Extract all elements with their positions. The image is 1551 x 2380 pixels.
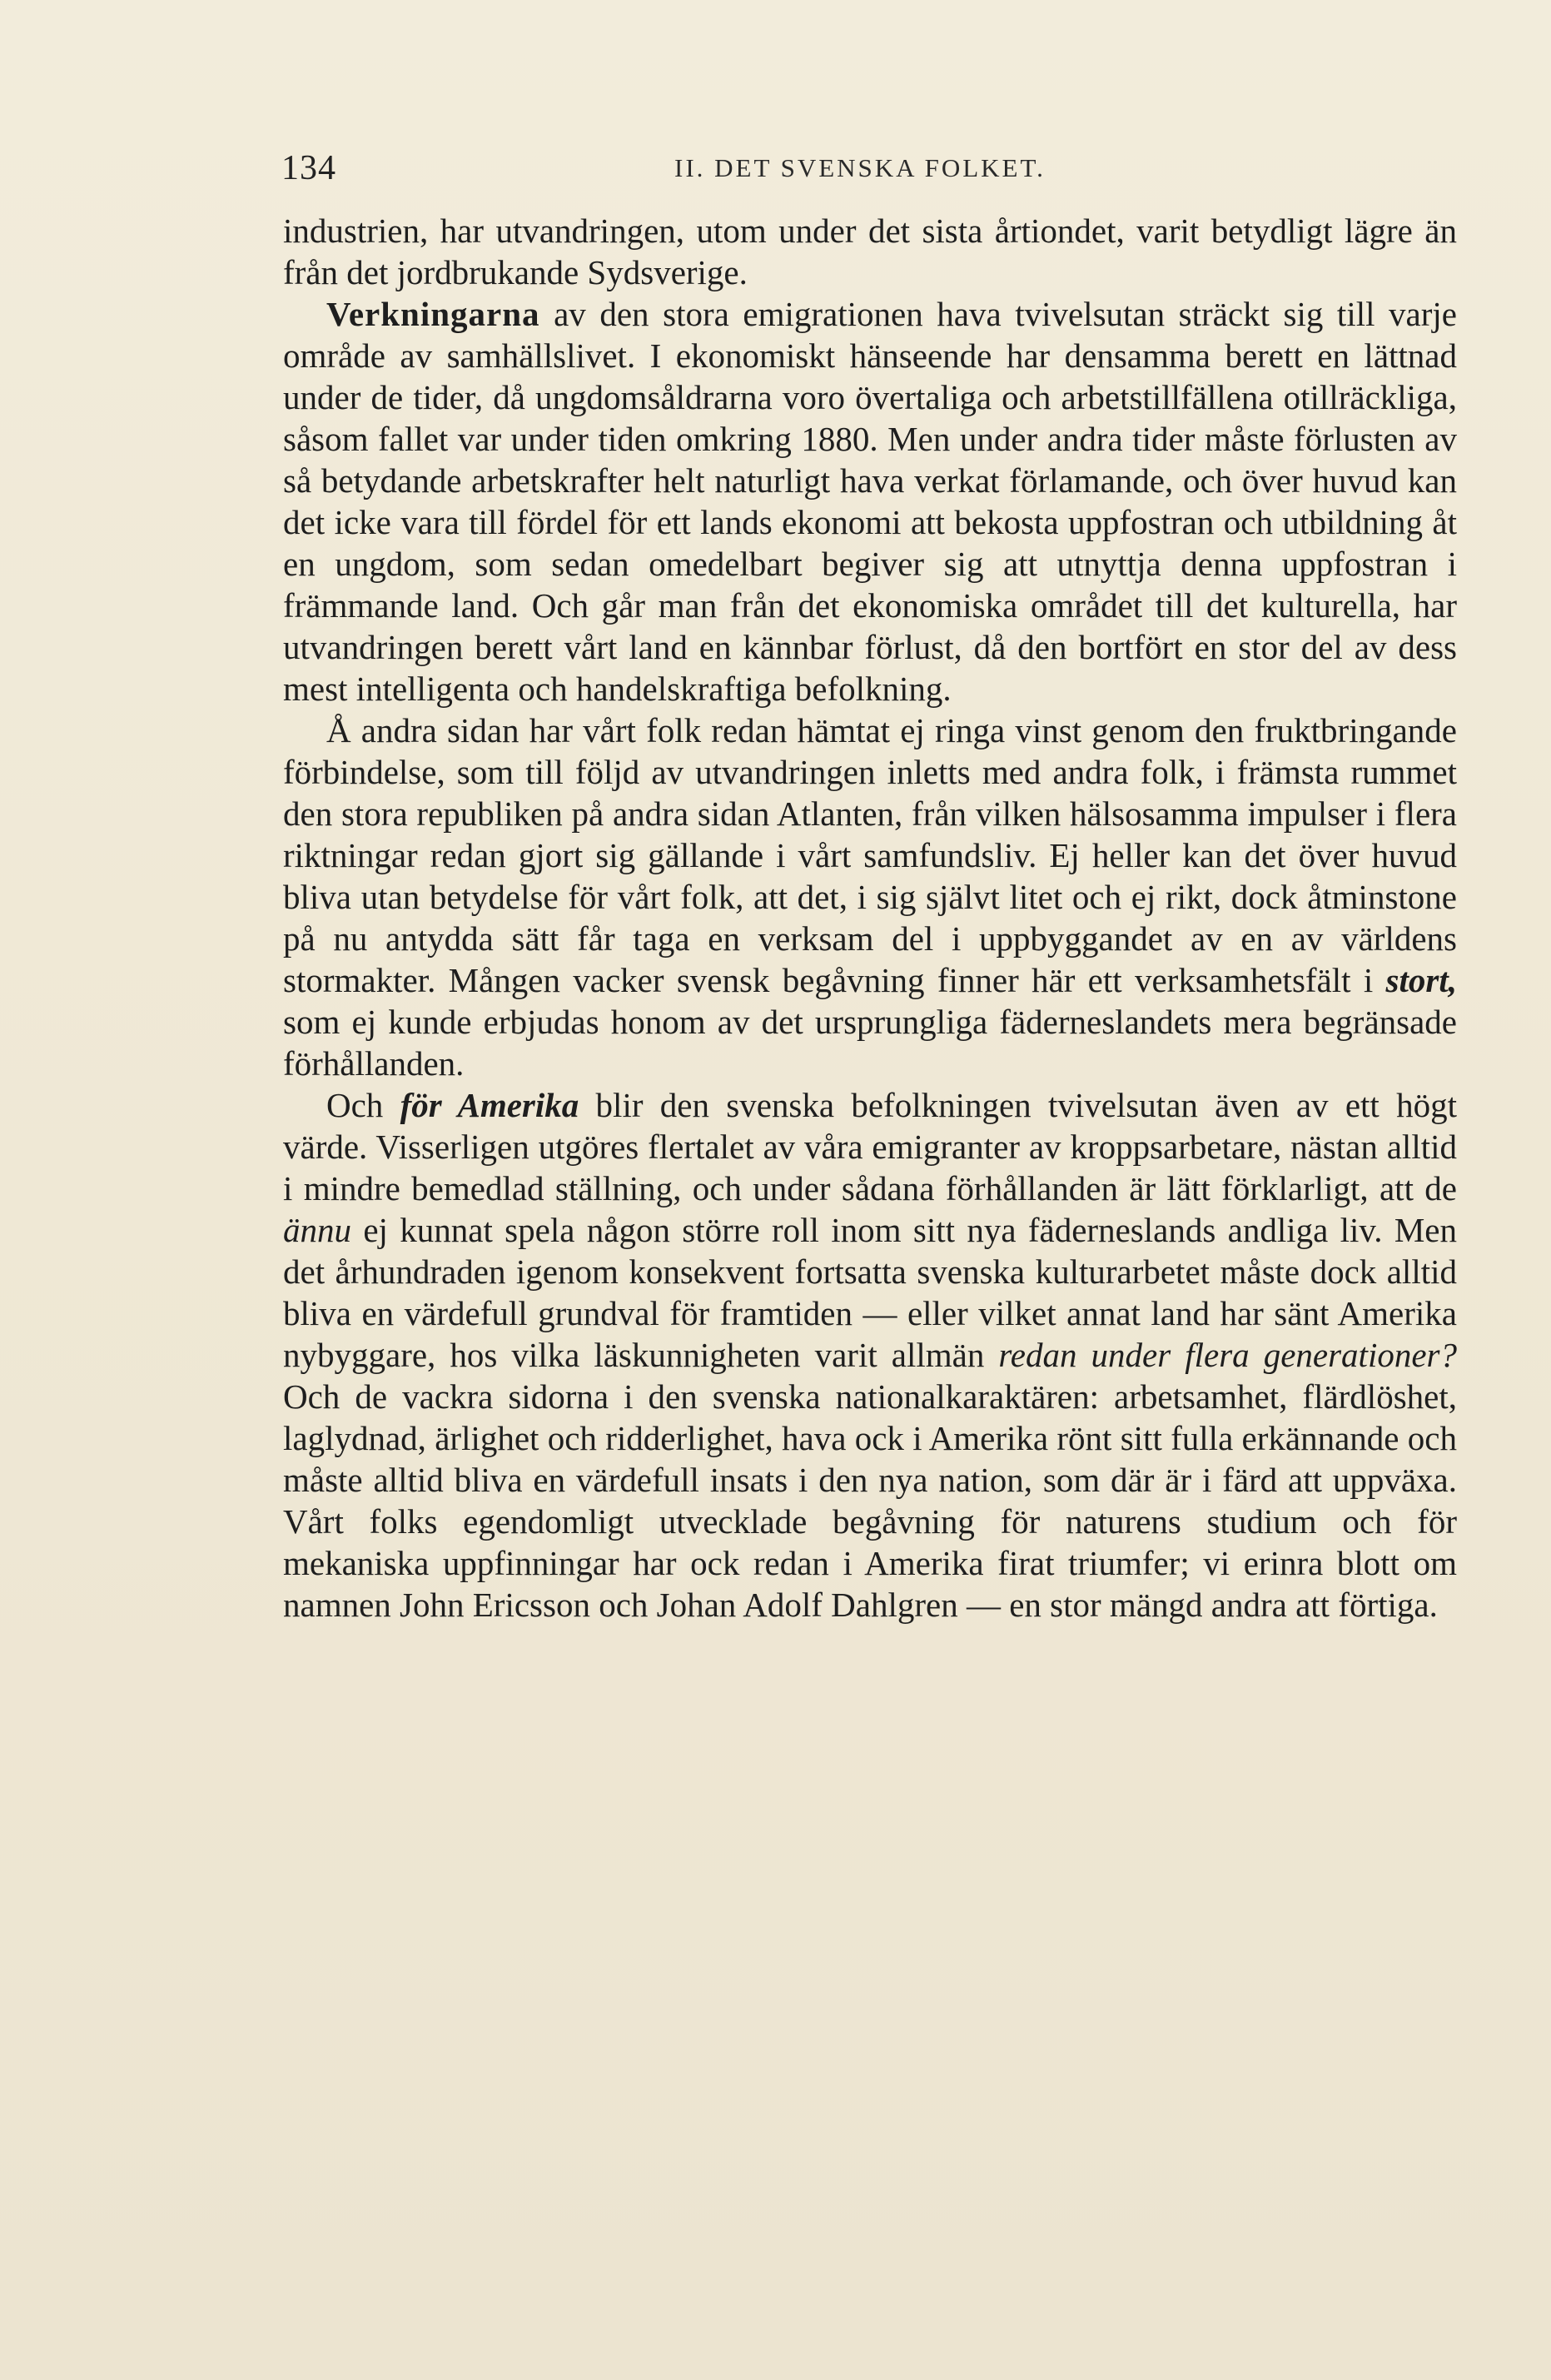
paragraph-2 [283,293,1457,710]
paragraph-4-text-c: ej kunnat spela någon större roll inom sitt nya fäderneslands andliga liv. Men det århundraden igenom konsekvent fortsatta svenska kulturarbetet måste dock alltid bliva en värdefull grundval för framtiden — eller vilket annat land har sänt Amerika nybyggare, hos vilka läskunnigheten varit allmän [283,1211,1457,1374]
paragraph-2-lead: Verkningarna [326,295,540,333]
paragraph-4-text-a: Och [326,1086,400,1124]
paragraph-3 [283,710,1457,1084]
paragraph-4 [283,1084,1457,1626]
paragraph-2-text: av den stora emigrationen hava tvivelsutan sträckt sig till varje område av samhällslivet. I ekonomiskt hänseende har densamma berett en lättnad under de tider, då ungdomsåldrarna voro övertaliga och arbetstillfällena otillräckliga, såsom fallet var under tiden omkring 1880. Men under andra tider måste förlusten av så betydande arbetskrafter helt naturligt hava verkat förlamande, och över huvud kan det icke vara till fördel för ett lands ekonomi att bekosta uppfostran och utbildning åt en ungdom, som sedan omedelbart begiver sig att utnyttja denna uppfostran i främmande land. Och går man från det ekonomiska området till det kulturella, har utvandringen berett vårt land en kännbar förlust, då den bortfört en stor del av dess mest intelligenta och handelskraftiga befolkning. [283,295,1457,708]
paragraph-4-emphasis-3: redan under flera generationer? [998,1336,1457,1374]
paragraph-4-emphasis-1: för Amerika [400,1086,579,1124]
running-head: II. DET SVENSKA FOLKET. [674,153,1046,182]
paragraph-3-text-a: Å andra sidan har vårt folk redan hämtat ej ringa vinst genom den fruktbringande förbindelse, som till följd av utvandringen inletts med andra folk, i främsta rummet den stora republiken på andra sidan Atlanten, från vilken hälsosamma impulser i flera riktningar redan gjort sig gällande i vårt samfundsliv. Ej heller kan det över huvud bliva utan betydelse för vårt folk, att det, i sig självt litet och ej rikt, dock åtminstone på nu antydda sätt får taga en verksam del i uppbyggandet av en av världens stormakter. Mången vacker svensk begåvning finner här ett verksamhetsfält i [283,711,1457,999]
paragraph-4-text-b: blir den svenska befolkningen tvivelsutan även av ett högt värde. Visserligen utgöres flertalet av våra emigranter av kroppsarbetare, nästan alltid i mindre bemedlad ställning, och under sådana förhållanden är lätt förklarligt, att de [283,1086,1457,1207]
paragraph-1 [283,210,1457,293]
paragraph-4-emphasis-2: ännu [283,1211,351,1249]
paragraph-3-text-b: som ej kunde erbjudas honom av det ursprungliga fäderneslandets mera begränsade förhållanden. [283,1003,1457,1083]
paragraph-1-text: industrien, har utvandringen, utom under det sista årtiondet, varit betydligt lägre än från det jordbrukande Sydsverige. [283,212,1457,291]
paragraph-4-text-d: Och de vackra sidorna i den svenska nationalkaraktären: arbetsamhet, flärdlöshet, laglydnad, ärlighet och ridderlighet, hava ock i Amerika rönt sitt fulla erkännande och måste alltid bliva en värdefull insats i den nya nation, som där är i färd att uppväxa. Vårt folks egendomligt utvecklade begåvning för naturens studium och för mekaniska uppfinningar har ock redan i Amerika firat triumfer; vi erinra blott om namnen John Ericsson och Johan Adolf Dahlgren — en stor mängd andra att förtiga. [283,1377,1457,1624]
page-number: 134 [281,149,336,187]
page-header [281,148,1447,198]
body-text [283,210,1457,1626]
paragraph-3-emphasis: stort, [1385,961,1457,999]
